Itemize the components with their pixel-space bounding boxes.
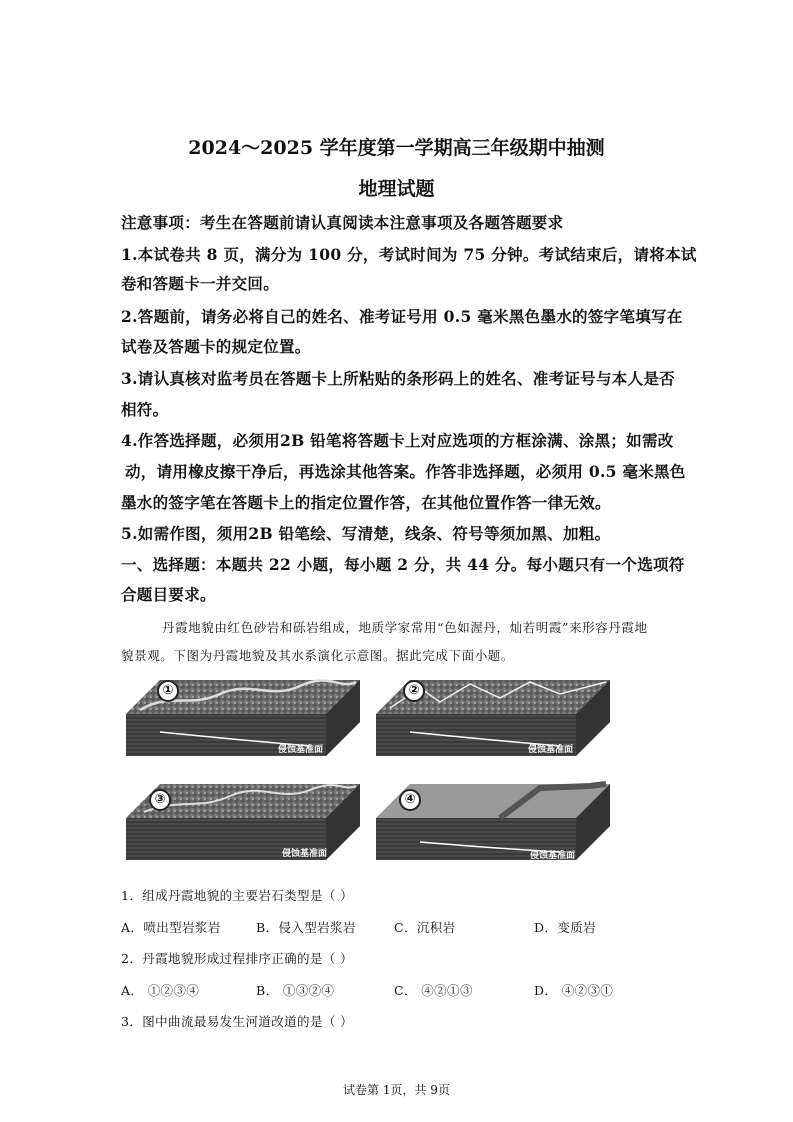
section-heading: 合题目要求。 xyxy=(121,585,216,604)
page-footer: 试卷第 1页，共 9页 xyxy=(343,1083,450,1097)
question-stem: 1．组成丹霞地貌的主要岩石类型是（ ） xyxy=(121,888,354,903)
option-a: A．喷出型岩浆岩 xyxy=(121,920,221,935)
option-a: A． ①②③④ xyxy=(121,983,200,998)
passage-text: 貌景观。下图为丹霞地貌及其水系演化示意图。据此完成下面小题。 xyxy=(121,648,515,663)
panel-number-4: ④ xyxy=(399,789,421,811)
erosion-base-label: 侵蚀基准面 xyxy=(278,745,324,755)
panel-number-1: ① xyxy=(157,680,179,702)
option-c: C．沉积岩 xyxy=(394,920,456,935)
option-b: B．侵入型岩浆岩 xyxy=(256,920,356,935)
notice-line: 3.请认真核对监考员在答题卡上所粘贴的条形码上的姓名、准考证号与本人是否 xyxy=(121,369,675,388)
notice-line: 卷和答题卡一并交回。 xyxy=(121,274,280,293)
panel-number-2: ② xyxy=(403,680,425,702)
notice-line: 墨水的签字笔在答题卡上的指定位置作答，在其他位置作答一律无效。 xyxy=(121,493,611,512)
erosion-base-label: 侵蚀基准面 xyxy=(528,745,574,755)
notice-line: 试卷及答题卡的规定位置。 xyxy=(121,337,311,356)
option-b: B． ①③②④ xyxy=(256,983,335,998)
notice-line: 2.答题前，请务必将自己的姓名、准考证号用 0.5 毫米黑色墨水的签字笔填写在 xyxy=(121,307,683,326)
notice-line: 动，请用橡皮擦干净后，再选涂其他答案。作答非选择题，必须用 0.5 毫米黑色 xyxy=(125,462,686,481)
option-c: C． ④②①③ xyxy=(394,983,473,998)
option-d: D．变质岩 xyxy=(534,920,597,935)
notice-line: 4.作答选择题，必须用2B 铅笔将答题卡上对应选项的方框涂满、涂黑；如需改 xyxy=(121,431,674,450)
question-stem: 2．丹霞地貌形成过程排序正确的是（ ） xyxy=(121,951,354,966)
panel-number-3: ③ xyxy=(149,789,171,811)
exam-subtitle: 地理试题 xyxy=(358,178,435,200)
danxia-evolution-figure xyxy=(120,672,615,872)
option-d: D． ④②③① xyxy=(534,983,614,998)
danxia-diagrams-svg xyxy=(120,672,615,872)
notice-line: 1.本试卷共 8 页，满分为 100 分，考试时间为 75 分钟。考试结束后，请将本试 xyxy=(121,245,697,264)
notice-line: 相符。 xyxy=(121,400,169,419)
notice-heading: 注意事项：考生在答题前请认真阅读本注意事项及各题答题要求 xyxy=(121,213,564,232)
passage-text: 丹霞地貌由红色砂岩和砾岩组成，地质学家常用“色如渥丹，灿若明霞”来形容丹霞地 xyxy=(162,620,648,635)
erosion-base-label: 侵蚀基准面 xyxy=(282,849,328,859)
notice-line: 5.如需作图，须用2B 铅笔绘、写清楚，线条、符号等须加黑、加粗。 xyxy=(121,524,611,543)
question-stem: 3．图中曲流最易发生河道改道的是（ ） xyxy=(121,1014,354,1029)
exam-title: 2024～2025 学年度第一学期高三年级期中抽测 xyxy=(188,137,605,159)
erosion-base-label: 侵蚀基准面 xyxy=(530,851,576,861)
section-heading: 一、选择题：本题共 22 小题，每小题 2 分，共 44 分。每小题只有一个选项符 xyxy=(121,555,685,574)
